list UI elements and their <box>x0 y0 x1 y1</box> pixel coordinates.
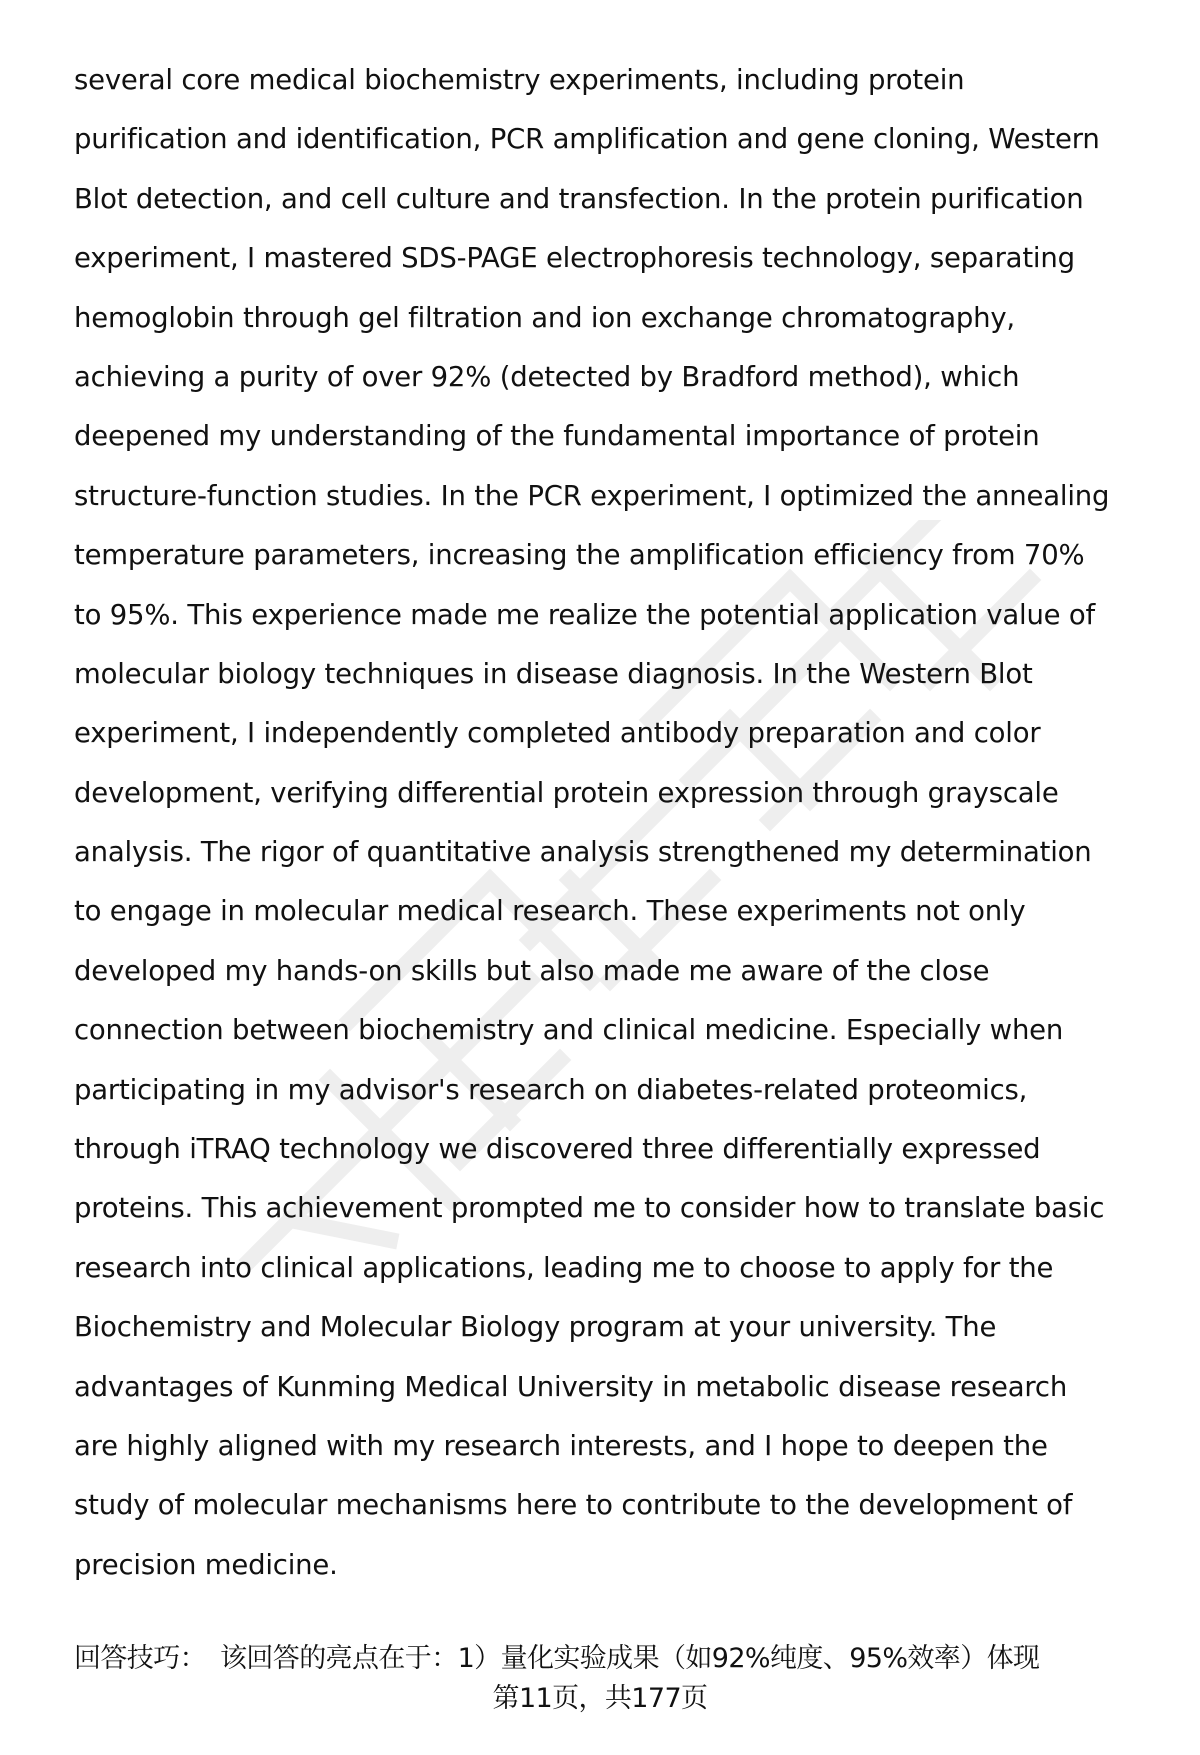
body-line: purification and identification, PCR amplification and gene cloning, Western <box>74 123 1100 156</box>
body-line: proteins. This achievement prompted me to consider how to translate basic <box>74 1192 1105 1225</box>
body-line: Biochemistry and Molecular Biology program at your university. The <box>74 1311 997 1344</box>
body-line: experiment, I independently completed antibody preparation and color <box>74 717 1041 750</box>
body-line: Blot detection, and cell culture and transfection. In the protein purification <box>74 182 1084 215</box>
body-line: molecular biology techniques in disease diagnosis. In the Western Blot <box>74 657 1033 690</box>
body-line: connection between biochemistry and clinical medicine. Especially when <box>74 1014 1064 1047</box>
body-line: developed my hands-on skills but also made me aware of the close <box>74 954 990 987</box>
answer-tip-label: 回答技巧： <box>74 1643 206 1674</box>
body-line: development, verifying differential protein expression through grayscale <box>74 776 1059 809</box>
body-line: research into clinical applications, leading me to choose to apply for the <box>74 1251 1054 1284</box>
body-line: through iTRAQ technology we discovered three differentially expressed <box>74 1133 1041 1166</box>
body-line: hemoglobin through gel filtration and ion exchange chromatography, <box>74 301 1015 334</box>
body-line: are highly aligned with my research interests, and I hope to deepen the <box>74 1429 1048 1462</box>
body-line: deepened my understanding of the fundamental importance of protein <box>74 420 1040 453</box>
body-line: to 95%. This experience made me realize the potential application value of <box>74 598 1096 631</box>
body-line: structure-function studies. In the PCR experiment, I optimized the annealing <box>74 479 1110 512</box>
body-line: participating in my advisor's research on diabetes-related proteomics, <box>74 1073 1028 1106</box>
body-line: temperature parameters, increasing the amplification efficiency from 70% <box>74 539 1085 572</box>
body-line: precision medicine. <box>74 1548 338 1581</box>
page-number: 第11页，共177页 <box>492 1683 708 1714</box>
body-line: achieving a purity of over 92% (detected by Bradford method), which <box>74 360 1020 393</box>
body-line: advantages of Kunming Medical University in metabolic disease research <box>74 1370 1068 1403</box>
answer-tip <box>74 1636 1154 1675</box>
body-line: study of molecular mechanisms here to contribute to the development of <box>74 1489 1073 1522</box>
answer-tip-text: 该回答的亮点在于：1）量化实验成果（如92%纯度、95%效率）体现 <box>220 1643 1040 1674</box>
body-line: analysis. The rigor of quantitative analysis strengthened my determination <box>74 836 1092 869</box>
body-line: several core medical biochemistry experiments, including protein <box>74 64 965 96</box>
body-line: to engage in molecular medical research. These experiments not only <box>74 895 1026 928</box>
document-body <box>74 58 1164 1602</box>
body-line: experiment, I mastered SDS-PAGE electrophoresis technology, separating <box>74 242 1075 275</box>
